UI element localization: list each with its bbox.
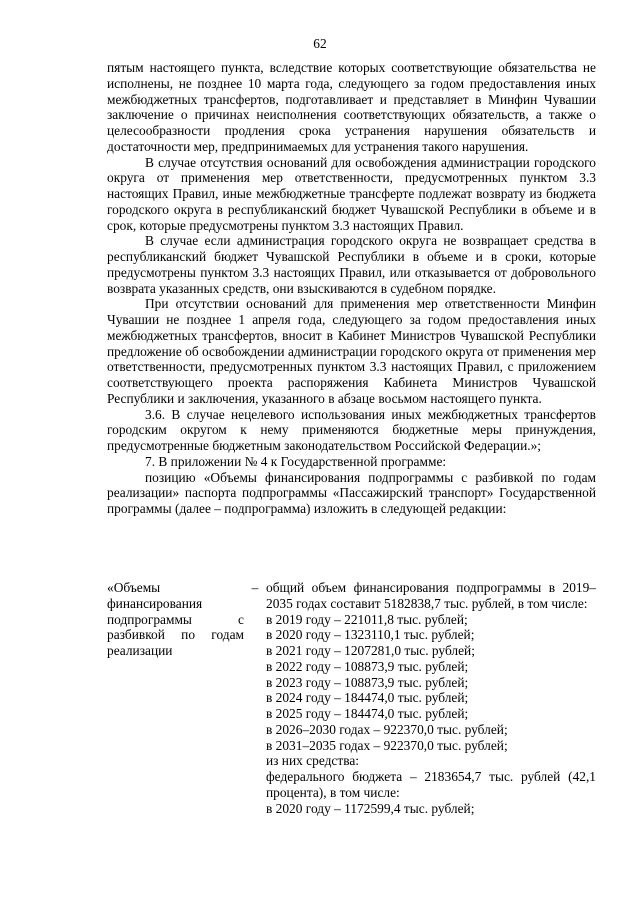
passport-line-13: в 2020 году – 1172599,4 тыс. рублей; [266, 800, 475, 816]
passport-line-3: в 2020 году – 1323110,1 тыс. рублей; [266, 627, 475, 643]
passport-dash: – [251, 580, 259, 595]
passport-line-1: общий объем финансирования подпрограммы в 2019–2035 годах составит 5182838,7 тыс. рублей, в том числе: [266, 580, 596, 611]
passport-table [107, 580, 596, 816]
passport-line-12: федерального бюджета – 2183654,7 тыс. рублей (42,1 процента), в том числе: [266, 769, 596, 800]
paragraph-2: В случае отсутствия оснований для освобождения администрации городского округа от применения мер ответственности, предусмотренных пунктом 3.3 настоящих Правил, иные межбюджетные трансферте подлежат возврату из бюджета городского округа в республиканский бюджет Чувашской Республики в объеме и в срок, которые предусмотрены пунктом 3.3 настоящих Правил. [107, 154, 596, 233]
paragraph-7: позицию «Объемы финансирования подпрограммы с разбивкой по годам реализации» паспорта подпрограммы «Пассажирский транспорт» Государственной программы (далее – подпрограмма) изложить в следующей редакции: [107, 469, 596, 516]
passport-line-11: из них средства: [266, 753, 360, 769]
paragraph-5: 3.6. В случае нецелевого использования иных межбюджетных трансфертов городским округом к нему применяются бюджетные меры принуждения, предусмотренные бюджетным законодательством Российской Федерации.»; [107, 406, 596, 453]
passport-label: «Объемы финансирования подпрограммы с разбивкой по годам реализации [107, 580, 244, 658]
paragraph-6: 7. В приложении № 4 к Государственной программе: [145, 453, 447, 469]
passport-line-2: в 2019 году – 221011,8 тыс. рублей; [266, 611, 468, 627]
paragraph-4: При отсутствии оснований для применения мер ответственности Минфин Чувашии не позднее 1 апреля года, следующего за годом предоставления иных межбюджетных трансфертов, вносит в Кабинет Министров Чувашской Республики предложение об освобождении администрации городского округа от применения мер ответственности, предусмотренных пунктом 3.3 настоящих Правил, с приложением соответствующего проекта распоряжения Кабинета Министров Чувашской Республики и заключения, указанного в абзаце восьмом настоящего пункта. [107, 296, 596, 406]
passport-line-7: в 2024 году – 184474,0 тыс. рублей; [266, 690, 469, 706]
paragraph-3: В случае если администрация городского округа не возвращает средства в республиканский бюджет Чувашской Республики в объеме и в сроки, которые предусмотрены пунктом 3.3 настоящих Правил, или отказывается от добровольного возврата указанных средств, они взыскиваются в судебном порядке. [107, 233, 596, 296]
passport-value [266, 580, 596, 816]
passport-row [107, 580, 596, 816]
passport-line-10: в 2031–2035 годах – 922370,0 тыс. рублей; [266, 737, 508, 753]
passport-line-5: в 2022 году – 108873,9 тыс. рублей; [266, 658, 469, 674]
passport-line-4: в 2021 году – 1207281,0 тыс. рублей; [266, 643, 475, 658]
page-number: 62 [313, 36, 327, 51]
passport-line-8: в 2025 году – 184474,0 тыс. рублей; [266, 706, 469, 721]
passport-line-9: в 2026–2030 годах – 922370,0 тыс. рублей; [266, 721, 508, 737]
document-body [107, 60, 596, 517]
paragraph-1: пятым настоящего пункта, вследствие которых соответствующие обязательства не исполнены, не позднее 10 марта года, следующего за годом предоставления иных межбюджетных трансфертов, подготавливает и представляет в Минфин Чувашии заключение о причинах неисполнения соответствующих обязательств, а также о целесообразности продления срока устранения нарушения обязательств и достаточности мер, предпринимаемых для устранения такого нарушения. [107, 60, 596, 154]
passport-line-6: в 2023 году – 108873,9 тыс. рублей; [266, 674, 469, 690]
